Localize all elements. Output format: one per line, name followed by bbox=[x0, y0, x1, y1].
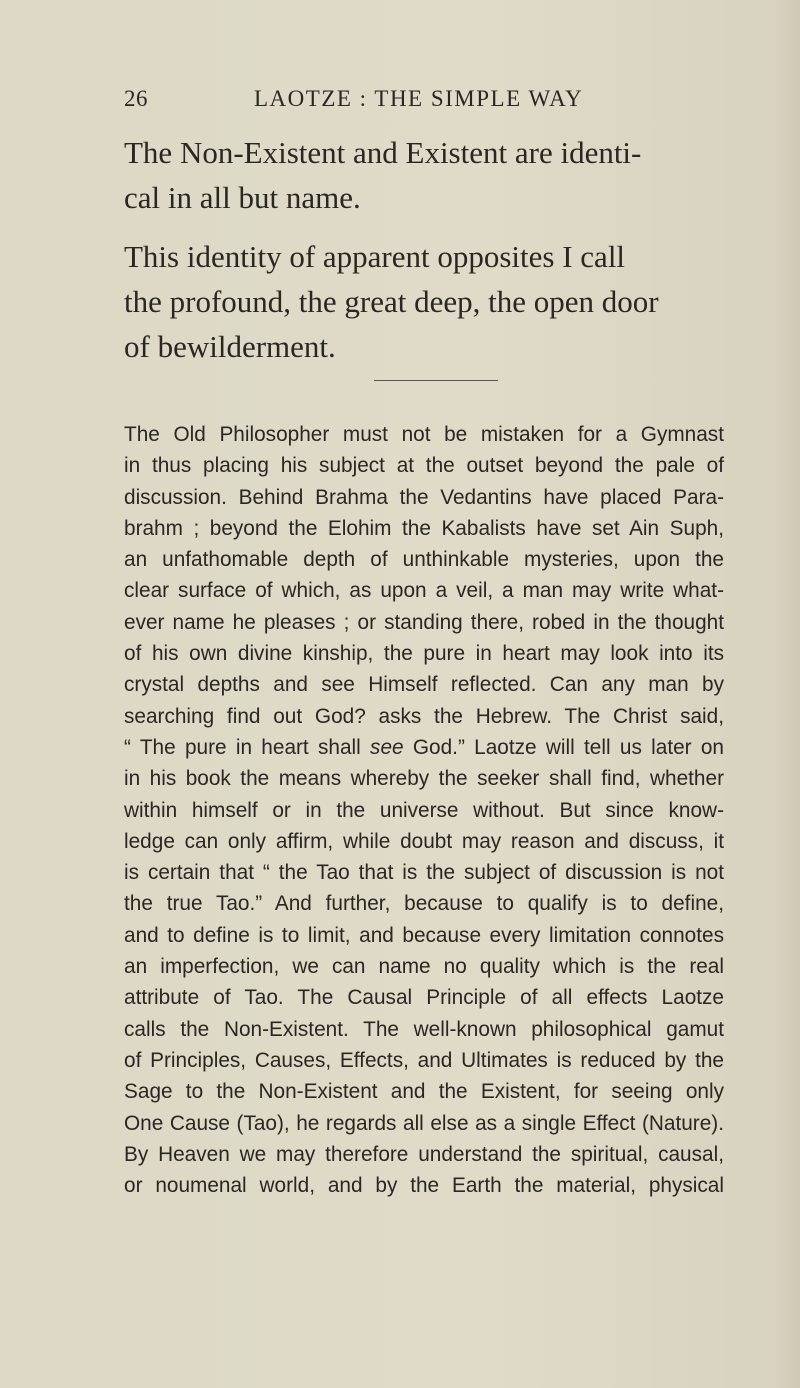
commentary-line: calls the Non-Existent. The well-known philosophical gamut bbox=[124, 1017, 724, 1041]
commentary-line: Sage to the Non-Existent and the Existent, for seeing only bbox=[124, 1080, 724, 1104]
epigraph-line: This identity of apparent opposites I call bbox=[124, 239, 626, 274]
commentary-line: ledge can only affirm, while doubt may reason and discuss, it bbox=[124, 829, 724, 853]
section-divider bbox=[374, 380, 498, 381]
epigraph-paragraph-1 bbox=[124, 130, 724, 220]
commentary-paragraph bbox=[124, 419, 724, 1201]
commentary-line: in his book the means whereby the seeker shall find, whether bbox=[124, 767, 724, 791]
commentary-line: and to define is to limit, and because every limitation connotes bbox=[124, 923, 724, 947]
epigraph-line: the profound, the great deep, the open door bbox=[124, 284, 659, 319]
epigraph-line: of bewilderment. bbox=[124, 329, 336, 364]
commentary-line: ever name he pleases ; or standing there, robed in the thought bbox=[124, 610, 724, 634]
running-head bbox=[124, 86, 684, 122]
epigraph-line: The Non-Existent and Existent are identi- bbox=[124, 135, 642, 170]
commentary-line: the true Tao.” And further, because to qualify is to define, bbox=[124, 892, 724, 916]
commentary-line: clear surface of which, as upon a veil, a man may write what- bbox=[124, 579, 724, 603]
commentary-line: within himself or in the universe without. But since know- bbox=[124, 798, 724, 822]
commentary-line: brahm ; beyond the Elohim the Kabalists have set Ain Suph, bbox=[124, 516, 724, 540]
commentary-line: discussion. Behind Brahma the Vedantins have placed Para- bbox=[124, 485, 724, 509]
commentary-line: By Heaven we may therefore understand the spiritual, causal, bbox=[124, 1142, 724, 1166]
commentary-line: in thus placing his subject at the outset beyond the pale of bbox=[124, 454, 724, 478]
commentary-line: The Old Philosopher must not be mistaken for a Gymnast bbox=[124, 423, 724, 446]
commentary-line: “ The pure in heart shall see God.” Laotze will tell us later on bbox=[124, 735, 724, 759]
commentary-line: of his own divine kinship, the pure in heart may look into its bbox=[124, 642, 724, 666]
commentary-line: or noumenal world, and by the Earth the material, physical bbox=[124, 1174, 724, 1198]
commentary-line: attribute of Tao. The Causal Principle of all effects Laotze bbox=[124, 986, 724, 1010]
emphasis: see bbox=[370, 735, 404, 759]
commentary-line: an imperfection, we can name no quality which is the real bbox=[124, 955, 724, 979]
running-title: LAOTZE : THE SIMPLE WAY bbox=[254, 86, 584, 111]
commentary-line: an unfathomable depth of unthinkable mysteries, upon the bbox=[124, 548, 724, 572]
epigraph-line: cal in all but name. bbox=[124, 180, 361, 215]
commentary-line: searching find out God? asks the Hebrew. The Christ said, bbox=[124, 704, 724, 728]
commentary-line: crystal depths and see Himself reflected. Can any man by bbox=[124, 673, 724, 697]
commentary-line: of Principles, Causes, Effects, and Ultimates is reduced by the bbox=[124, 1048, 724, 1072]
page-number: 26 bbox=[124, 86, 148, 111]
epigraph bbox=[124, 130, 724, 369]
commentary-line: is certain that “ the Tao that is the subject of discussion is not bbox=[124, 861, 724, 885]
commentary-line: One Cause (Tao), he regards all else as a single Effect (Nature). bbox=[124, 1111, 724, 1135]
epigraph-paragraph-2 bbox=[124, 234, 724, 369]
